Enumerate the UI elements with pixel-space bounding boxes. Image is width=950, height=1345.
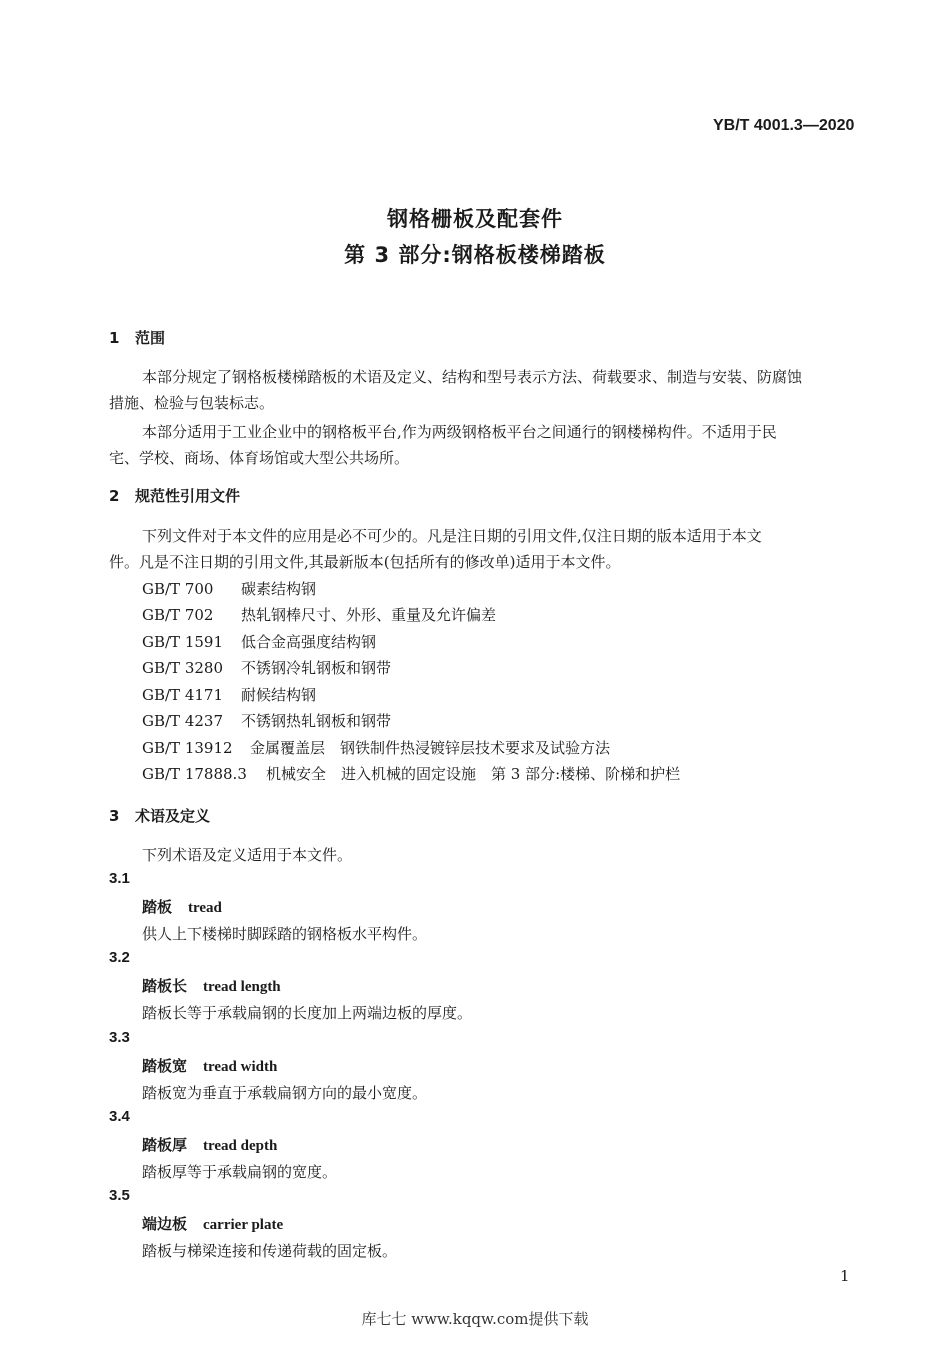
term-cn: 端边板: [142, 1215, 188, 1233]
reference-item: [142, 682, 316, 708]
reference-item: [142, 629, 376, 655]
term-heading: [142, 1055, 277, 1076]
paragraph-line: 下列术语及定义适用于本文件。: [142, 846, 353, 864]
term-number: 3.4: [109, 1108, 130, 1125]
term-en: carrier plate: [203, 1217, 284, 1233]
paragraph-line: 件。凡是不注日期的引用文件,其最新版本(包括所有的修改单)适用于本文件。: [109, 553, 621, 571]
term-cn: 踏板长: [142, 977, 188, 995]
document-subtitle: 第 3 部分:钢格板楼梯踏板: [344, 243, 606, 267]
reference-code: GB/T 4237: [142, 712, 224, 730]
term-heading: [142, 896, 222, 917]
term-definition: 踏板与梯梁连接和传递荷载的固定板。: [142, 1242, 398, 1260]
reference-title: 不锈钢热轧钢板和钢带: [241, 712, 392, 730]
term-en: tread length: [203, 979, 281, 995]
term-en: tread: [188, 900, 222, 916]
reference-code: GB/T 13912: [142, 739, 233, 757]
term-cn: 踏板厚: [142, 1136, 188, 1154]
term-en: tread depth: [203, 1138, 278, 1154]
section-1-heading: [109, 327, 165, 348]
term-number: 3.1: [109, 870, 130, 887]
term-number: 3.5: [109, 1187, 130, 1204]
reference-title: 热轧钢棒尺寸、外形、重量及允许偏差: [241, 606, 497, 624]
term-definition: 踏板宽为垂直于承载扁钢方向的最小宽度。: [142, 1084, 428, 1102]
paragraph-line: 本部分规定了钢格板楼梯踏板的术语及定义、结构和型号表示方法、荷载要求、制造与安装、防腐蚀: [142, 368, 803, 386]
reference-item: [142, 602, 496, 628]
term-definition: 供人上下楼梯时脚踩踏的钢格板水平构件。: [142, 925, 428, 943]
reference-code: GB/T 1591: [142, 633, 224, 651]
download-footer: 库七七 www.kqqw.com提供下载: [361, 1310, 589, 1328]
reference-title: 耐候结构钢: [241, 686, 317, 704]
term-heading: [142, 1213, 283, 1234]
section-number: 2: [109, 487, 120, 505]
document-title: 钢格栅板及配套件: [387, 207, 563, 231]
term-cn: 踏板宽: [142, 1057, 188, 1075]
section-title: 范围: [135, 329, 166, 347]
section-2-heading: [109, 485, 240, 506]
reference-title: 机械安全 进入机械的固定设施 第 3 部分:楼梯、阶梯和护栏: [266, 765, 681, 783]
reference-title: 低合金高强度结构钢: [241, 633, 377, 651]
term-number: 3.2: [109, 949, 130, 966]
paragraph-line: 措施、检验与包装标志。: [109, 394, 275, 412]
paragraph-line: 宅、学校、商场、体育场馆或大型公共场所。: [109, 449, 410, 467]
reference-title: 金属覆盖层 钢铁制件热浸镀锌层技术要求及试验方法: [250, 739, 611, 757]
section-number: 3: [109, 807, 120, 825]
standard-number: YB/T 4001.3—2020: [713, 117, 855, 134]
reference-item: [142, 735, 610, 761]
term-definition: 踏板长等于承载扁钢的长度加上两端边板的厚度。: [142, 1004, 473, 1022]
reference-code: GB/T 700: [142, 580, 214, 598]
term-number: 3.3: [109, 1029, 130, 1046]
reference-item: [142, 576, 316, 602]
reference-item: [142, 708, 391, 734]
term-definition: 踏板厚等于承载扁钢的宽度。: [142, 1163, 338, 1181]
section-3-heading: [109, 805, 210, 826]
reference-item: [142, 761, 680, 787]
section-title: 术语及定义: [135, 807, 211, 825]
reference-code: GB/T 17888.3: [142, 765, 247, 783]
paragraph-line: 本部分适用于工业企业中的钢格板平台,作为两级钢格板平台之间通行的钢楼梯构件。不适用于民: [142, 423, 777, 441]
section-number: 1: [109, 329, 120, 347]
term-en: tread width: [203, 1059, 278, 1075]
reference-title: 碳素结构钢: [241, 580, 317, 598]
reference-code: GB/T 4171: [142, 686, 224, 704]
term-cn: 踏板: [142, 898, 173, 916]
page-number: 1: [840, 1267, 850, 1285]
reference-code: GB/T 3280: [142, 659, 224, 677]
reference-code: GB/T 702: [142, 606, 214, 624]
reference-item: [142, 655, 391, 681]
paragraph-line: 下列文件对于本文件的应用是必不可少的。凡是注日期的引用文件,仅注日期的版本适用于本文: [142, 527, 762, 545]
term-heading: [142, 975, 281, 996]
reference-title: 不锈钢冷轧钢板和钢带: [241, 659, 392, 677]
term-heading: [142, 1134, 277, 1155]
section-title: 规范性引用文件: [135, 487, 241, 505]
